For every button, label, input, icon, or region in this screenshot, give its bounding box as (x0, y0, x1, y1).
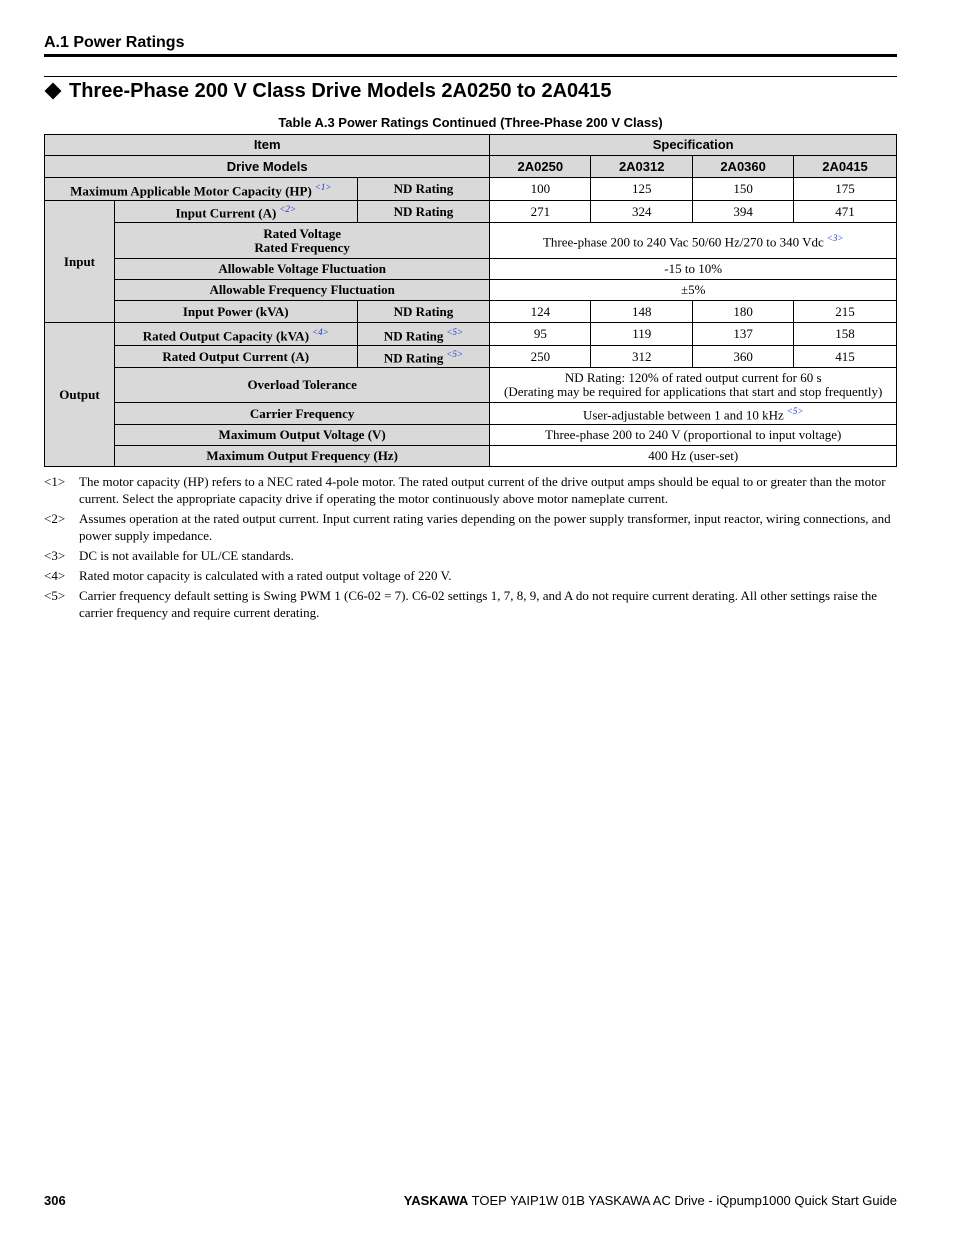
value-cell: 471 (794, 201, 897, 223)
value-cell: 250 (490, 346, 591, 368)
rating-label: ND Rating (357, 201, 490, 223)
value-cell: 324 (591, 201, 693, 223)
header-rule (44, 54, 897, 57)
table-row (45, 346, 897, 368)
table-row (45, 178, 897, 201)
value-cell: 119 (591, 323, 693, 346)
footnote (44, 587, 897, 621)
footer-doc-info (404, 1193, 897, 1208)
models-row (45, 156, 897, 178)
table-header-row (45, 135, 897, 156)
footnote (44, 547, 897, 564)
footnote-ref[interactable]: <4> (312, 326, 329, 337)
row-label: Rated Output Current (A) (114, 346, 357, 368)
row-label: Overload Tolerance (114, 368, 489, 403)
spec-header: Specification (490, 135, 897, 156)
table-row (45, 223, 897, 259)
table-row (45, 323, 897, 346)
row-label: Rated Voltage Rated Frequency (114, 223, 489, 259)
model-cell: 2A0250 (490, 156, 591, 178)
table-row (45, 425, 897, 446)
row-label: Input Power (kVA) (114, 301, 357, 323)
row-label: Input Current (A) $^{<2>}$ (114, 201, 357, 223)
table-row (45, 301, 897, 323)
table-row (45, 368, 897, 403)
footnote (44, 567, 897, 584)
table-row (45, 259, 897, 280)
footnote (44, 473, 897, 507)
row-label: Allowable Voltage Fluctuation (114, 259, 489, 280)
footnote (44, 510, 897, 544)
value-cell: 95 (490, 323, 591, 346)
row-label: Maximum Output Frequency (Hz) (114, 446, 489, 467)
footnotes (44, 473, 897, 624)
rating-label: ND Rating $^{<5>}$ (357, 346, 490, 368)
footnote-ref[interactable]: <3> (826, 233, 844, 244)
footnote-text: Rated motor capacity is calculated with a rated output voltage of 220 V. (79, 568, 452, 583)
row-label: Maximum Output Voltage (V) (114, 425, 489, 446)
page-number: 306 (44, 1193, 66, 1208)
page-title-text: Three-Phase 200 V Class Drive Models 2A0250 to 2A0415 (69, 80, 612, 102)
footnote-tag: <4> (44, 568, 66, 583)
row-label: Maximum Applicable Motor Capacity (HP) $^{<1>}$ (45, 178, 358, 201)
footnote-tag: <3> (44, 548, 66, 563)
value-cell: Three-phase 200 to 240 Vac 50/60 Hz/270 to 340 Vdc $^{<3>}$ (490, 223, 897, 259)
table-caption: Table A.3 Power Ratings Continued (Three-Phase 200 V Class) (278, 115, 663, 130)
rating-label: ND Rating (357, 301, 490, 323)
footnote-ref[interactable]: <5> (786, 406, 804, 417)
footnote-ref[interactable]: <2> (279, 204, 296, 215)
page-title (44, 80, 612, 103)
value-cell: 415 (794, 346, 897, 368)
value-cell: User-adjustable between 1 and 10 kHz $^{<5>}$ (490, 403, 897, 425)
table-row (45, 403, 897, 425)
value-cell: -15 to 10% (490, 259, 897, 280)
value-cell: Three-phase 200 to 240 V (proportional to input voltage) (490, 425, 897, 446)
row-label: Rated Output Capacity (kVA) $^{<4>}$ (114, 323, 357, 346)
drive-models-label: Drive Models (45, 156, 490, 178)
footnote-ref[interactable]: <5> (446, 326, 464, 337)
footnote-ref[interactable]: <1> (314, 181, 332, 192)
value-cell: 148 (591, 301, 693, 323)
table-row (45, 446, 897, 467)
title-rule (44, 76, 897, 77)
value-cell: ND Rating: 120% of rated output current for 60 s (Derating may be required for applications that start and stop frequently) (490, 368, 897, 403)
value-cell: 150 (693, 178, 794, 201)
model-cell: 2A0360 (693, 156, 794, 178)
value-cell: 215 (794, 301, 897, 323)
footnote-text: Assumes operation at the rated output current. Input current rating varies depending on the power supply transformer, input reactor, wiring connections, and power supply impedance. (79, 511, 891, 543)
table-row (45, 201, 897, 223)
power-ratings-table (44, 134, 897, 467)
value-cell: 125 (591, 178, 693, 201)
value-cell: 271 (490, 201, 591, 223)
model-cell: 2A0415 (794, 156, 897, 178)
footnote-ref[interactable]: <5> (446, 349, 464, 360)
output-group-label: Output (45, 323, 115, 467)
item-header: Item (45, 135, 490, 156)
value-cell: 137 (693, 323, 794, 346)
value-cell: 100 (490, 178, 591, 201)
footer-doc-title: TOEP YAIP1W 01B YASKAWA AC Drive - iQpump1000 Quick Start Guide (471, 1193, 897, 1208)
footnote-tag: <1> (44, 474, 66, 489)
value-cell: 312 (591, 346, 693, 368)
value-cell: 400 Hz (user-set) (490, 446, 897, 467)
rating-label: ND Rating (357, 178, 490, 201)
value-cell: ±5% (490, 280, 897, 301)
footer-brand: YASKAWA (403, 1193, 469, 1208)
section-header: A.1 Power Ratings (44, 34, 185, 51)
value-cell: 124 (490, 301, 591, 323)
input-group-label: Input (45, 201, 115, 323)
footnote-tag: <5> (44, 588, 66, 603)
footnote-text: The motor capacity (HP) refers to a NEC rated 4-pole motor. The rated output current of the drive output amps should be equal to or greater than the motor current. Select the appropriate capacity drive if operating the motor continuously above motor nameplate current. (79, 474, 886, 506)
footnote-text: Carrier frequency default setting is Swing PWM 1 (C6-02 = 7). C6-02 settings 1, 7, 8, 9, and A do not require current derating. All other settings raise the carrier frequency and require current derating. (79, 588, 878, 620)
footnote-text: DC is not available for UL/CE standards. (79, 548, 294, 563)
table-row (45, 280, 897, 301)
value-cell: 360 (693, 346, 794, 368)
value-cell: 158 (794, 323, 897, 346)
row-label: Carrier Frequency (114, 403, 489, 425)
row-label: Allowable Frequency Fluctuation (114, 280, 489, 301)
diamond-bullet-icon (45, 82, 62, 99)
footnote-tag: <2> (44, 511, 66, 526)
value-cell: 175 (794, 178, 897, 201)
model-cell: 2A0312 (591, 156, 693, 178)
value-cell: 394 (693, 201, 794, 223)
rating-label: ND Rating $^{<5>}$ (357, 323, 490, 346)
value-cell: 180 (693, 301, 794, 323)
